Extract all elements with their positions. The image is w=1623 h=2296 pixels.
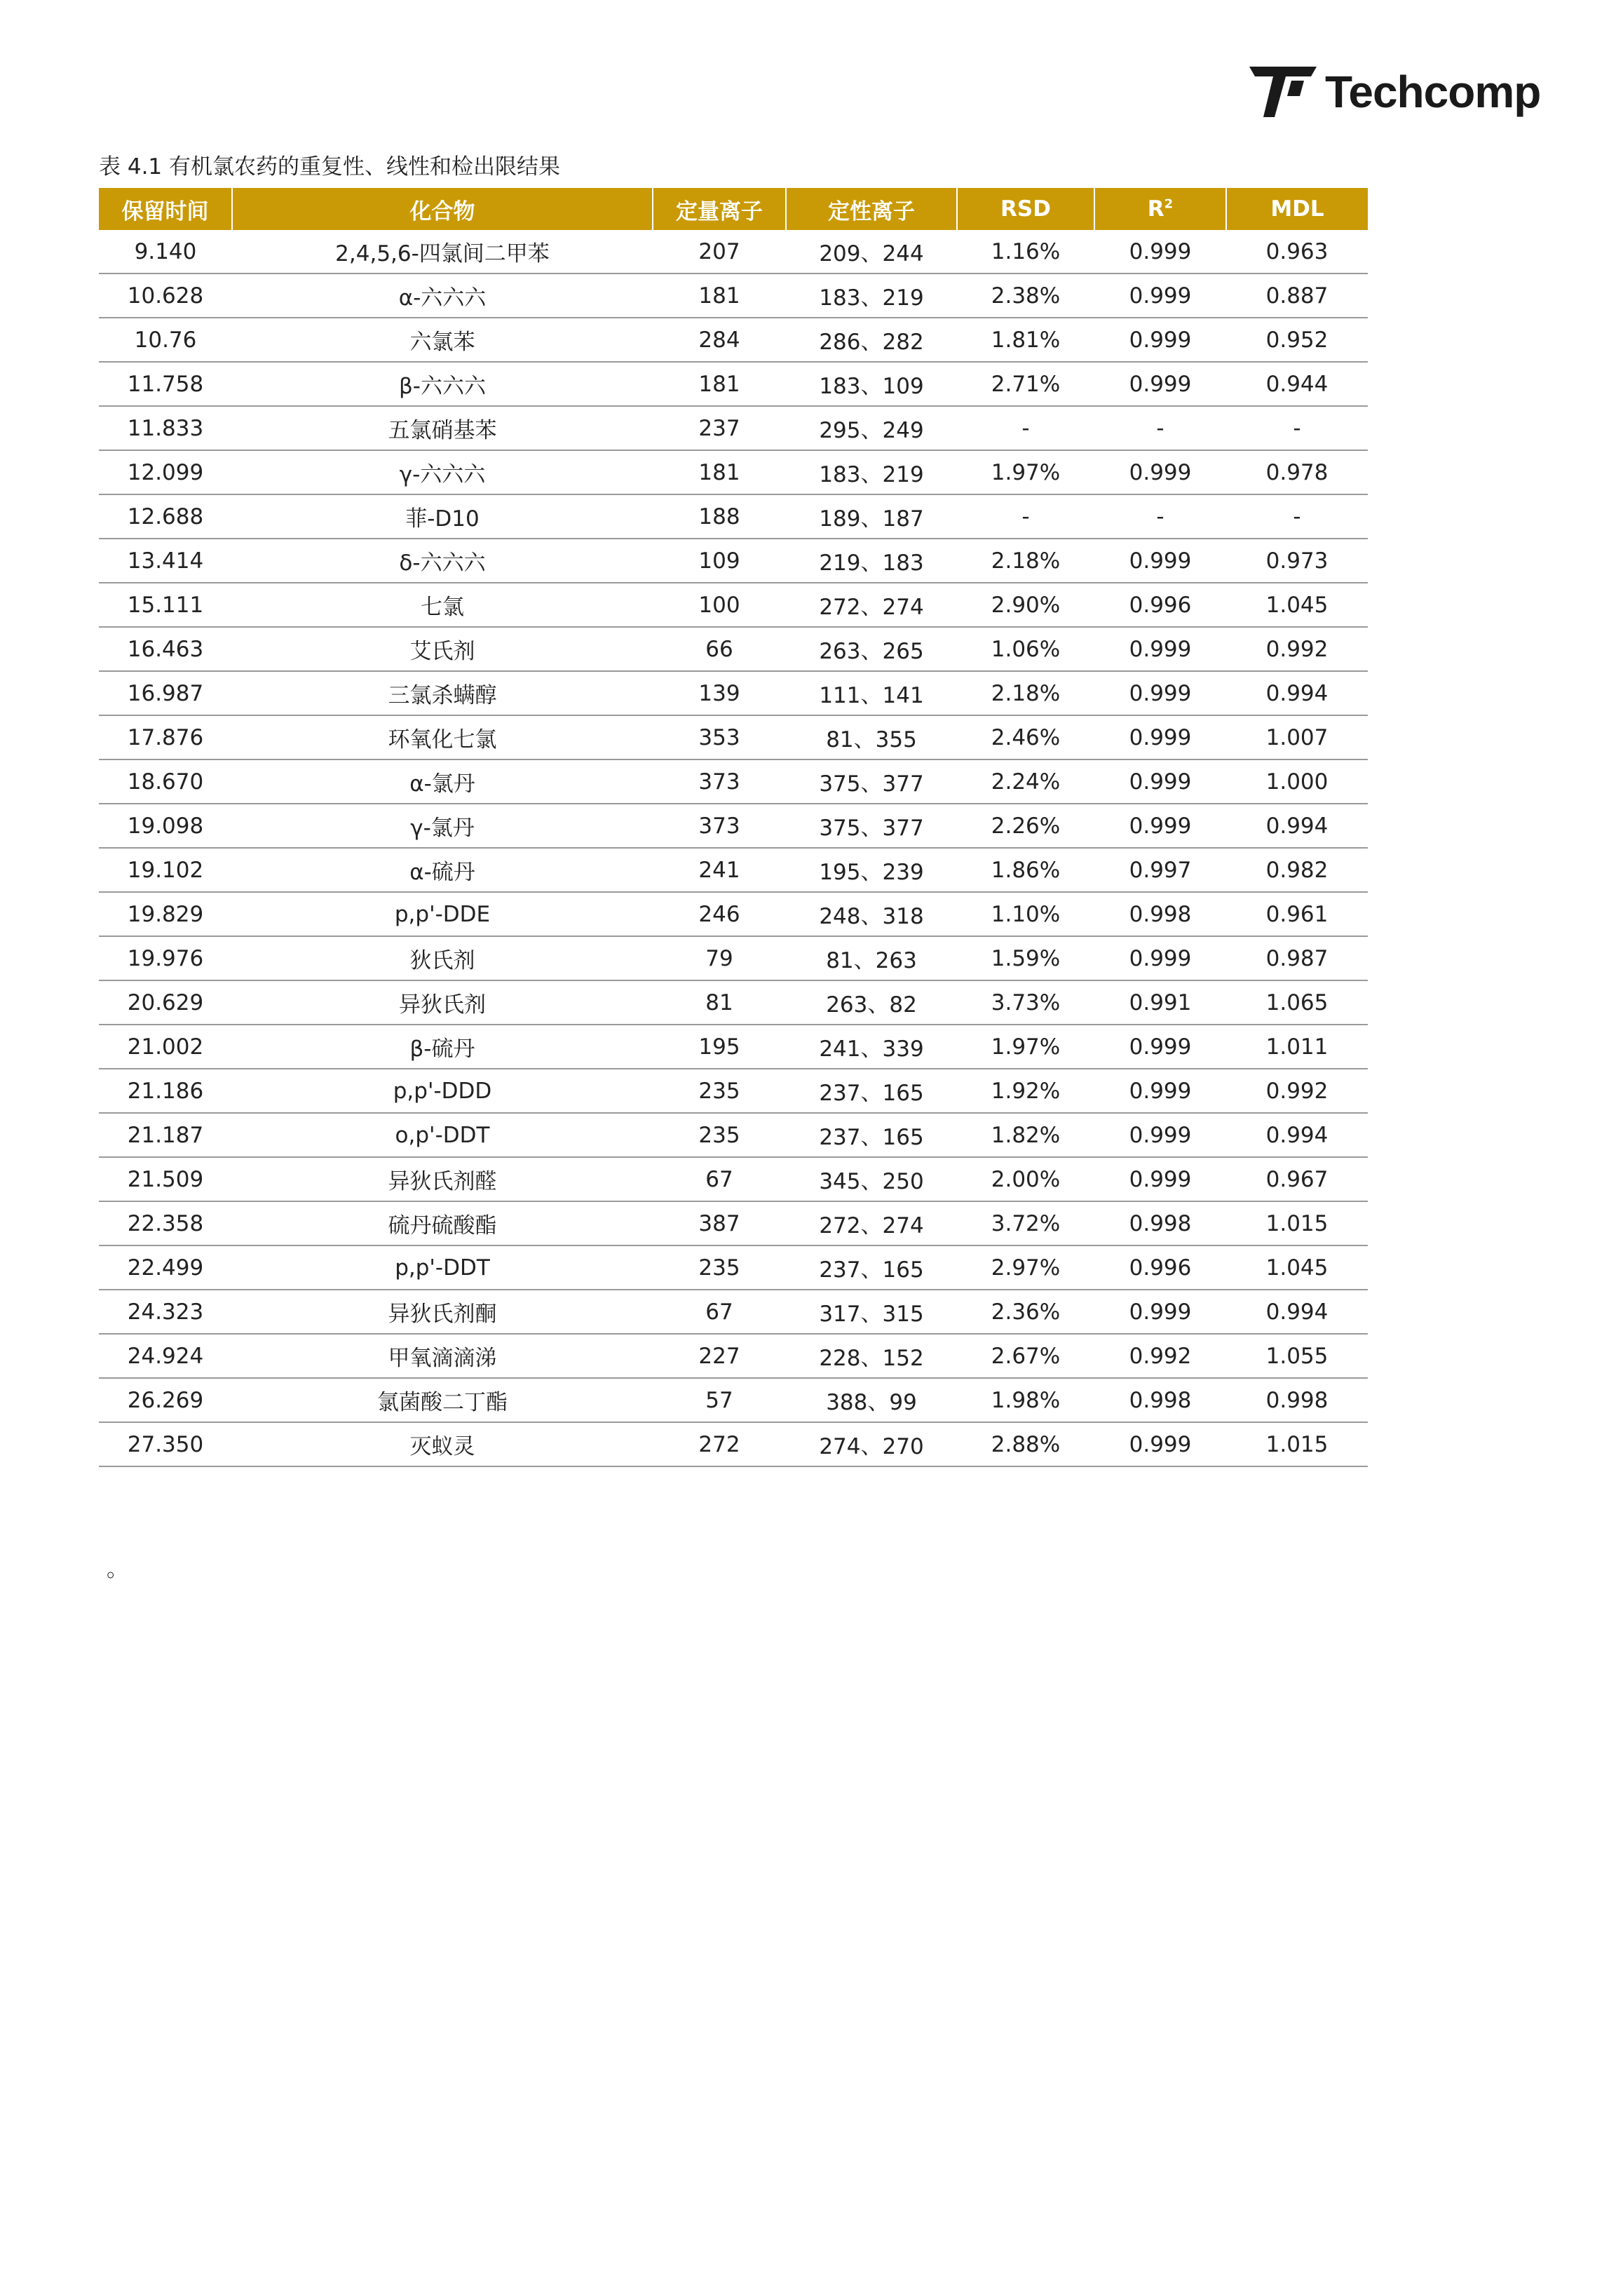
table-row — [99, 759, 1368, 804]
cell-compound: p,p'-DDD — [232, 1069, 653, 1113]
cell-quant-ion: 387 — [653, 1201, 786, 1245]
cell-quant-ion: 373 — [653, 759, 786, 804]
cell-retention-time: 19.829 — [99, 892, 232, 936]
cell-quant-ion: 235 — [653, 1113, 786, 1157]
cell-r2: 0.999 — [1094, 1113, 1226, 1157]
table-row — [99, 1334, 1368, 1378]
cell-rsd: 3.73% — [957, 980, 1094, 1025]
cell-quant-ion: 227 — [653, 1334, 786, 1378]
cell-mdl: 1.015 — [1226, 1422, 1368, 1466]
cell-r2: 0.999 — [1094, 1025, 1226, 1069]
cell-r2: 0.999 — [1094, 1422, 1226, 1466]
cell-qual-ion: 228、152 — [786, 1334, 957, 1378]
cell-rsd: 2.00% — [957, 1157, 1094, 1201]
table-row — [99, 1025, 1368, 1069]
cell-quant-ion: 181 — [653, 362, 786, 406]
cell-compound: 灭蚁灵 — [232, 1422, 653, 1466]
cell-qual-ion: 272、274 — [786, 1201, 957, 1245]
cell-rsd: 1.10% — [957, 892, 1094, 936]
table-row — [99, 230, 1368, 274]
cell-retention-time: 12.099 — [99, 450, 232, 494]
cell-mdl: 0.982 — [1226, 848, 1368, 892]
header-mdl: MDL — [1226, 188, 1368, 230]
cell-quant-ion: 235 — [653, 1069, 786, 1113]
cell-r2: 0.998 — [1094, 892, 1226, 936]
cell-compound: γ-氯丹 — [232, 804, 653, 848]
cell-rsd: 1.98% — [957, 1378, 1094, 1422]
cell-compound: β-硫丹 — [232, 1025, 653, 1069]
cell-qual-ion: 263、82 — [786, 980, 957, 1025]
header-retention-time: 保留时间 — [99, 188, 232, 230]
table-row — [99, 1378, 1368, 1422]
cell-qual-ion: 263、265 — [786, 627, 957, 671]
table-row — [99, 1422, 1368, 1466]
cell-compound: α-氯丹 — [232, 759, 653, 804]
cell-r2: 0.999 — [1094, 936, 1226, 980]
cell-compound: 五氯硝基苯 — [232, 406, 653, 450]
cell-retention-time: 20.629 — [99, 980, 232, 1025]
table-caption: 表 4.1 有机氯农药的重复性、线性和检出限结果 — [99, 154, 561, 180]
results-table — [99, 188, 1368, 1467]
cell-rsd: 1.59% — [957, 936, 1094, 980]
cell-quant-ion: 67 — [653, 1290, 786, 1334]
cell-mdl: 1.011 — [1226, 1025, 1368, 1069]
cell-qual-ion: 237、165 — [786, 1069, 957, 1113]
cell-qual-ion: 295、249 — [786, 406, 957, 450]
cell-r2: 0.999 — [1094, 1069, 1226, 1113]
cell-r2: 0.999 — [1094, 362, 1226, 406]
cell-rsd: 1.82% — [957, 1113, 1094, 1157]
header-compound: 化合物 — [232, 188, 653, 230]
cell-mdl: 1.055 — [1226, 1334, 1368, 1378]
cell-retention-time: 10.628 — [99, 274, 232, 318]
cell-compound: o,p'-DDT — [232, 1113, 653, 1157]
table-row — [99, 627, 1368, 671]
cell-quant-ion: 67 — [653, 1157, 786, 1201]
cell-retention-time: 21.509 — [99, 1157, 232, 1201]
cell-r2: 0.999 — [1094, 671, 1226, 715]
table-row — [99, 1113, 1368, 1157]
cell-qual-ion: 209、244 — [786, 230, 957, 274]
cell-retention-time: 21.002 — [99, 1025, 232, 1069]
table-row — [99, 936, 1368, 980]
cell-quant-ion: 100 — [653, 583, 786, 627]
cell-retention-time: 21.187 — [99, 1113, 232, 1157]
cell-retention-time: 10.76 — [99, 318, 232, 362]
cell-rsd: 2.46% — [957, 715, 1094, 759]
cell-compound: p,p'-DDE — [232, 892, 653, 936]
cell-mdl: - — [1226, 494, 1368, 539]
table-row — [99, 406, 1368, 450]
cell-rsd: - — [957, 406, 1094, 450]
cell-qual-ion: 241、339 — [786, 1025, 957, 1069]
cell-compound: β-六六六 — [232, 362, 653, 406]
cell-quant-ion: 195 — [653, 1025, 786, 1069]
cell-mdl: 0.992 — [1226, 1069, 1368, 1113]
cell-r2: 0.999 — [1094, 759, 1226, 804]
cell-quant-ion: 373 — [653, 804, 786, 848]
table-row — [99, 1157, 1368, 1201]
cell-mdl: 1.065 — [1226, 980, 1368, 1025]
cell-mdl: 0.961 — [1226, 892, 1368, 936]
cell-rsd: 2.97% — [957, 1245, 1094, 1290]
table-row — [99, 892, 1368, 936]
cell-compound: 七氯 — [232, 583, 653, 627]
cell-qual-ion: 345、250 — [786, 1157, 957, 1201]
cell-mdl: 0.887 — [1226, 274, 1368, 318]
cell-retention-time: 19.098 — [99, 804, 232, 848]
table-row — [99, 671, 1368, 715]
cell-mdl: 1.045 — [1226, 1245, 1368, 1290]
cell-retention-time: 21.186 — [99, 1069, 232, 1113]
cell-rsd: 1.97% — [957, 450, 1094, 494]
cell-qual-ion: 81、263 — [786, 936, 957, 980]
cell-rsd: 1.86% — [957, 848, 1094, 892]
cell-compound: 硫丹硫酸酯 — [232, 1201, 653, 1245]
cell-mdl: 1.045 — [1226, 583, 1368, 627]
cell-compound: 异狄氏剂酮 — [232, 1290, 653, 1334]
table-row — [99, 362, 1368, 406]
cell-mdl: 0.963 — [1226, 230, 1368, 274]
cell-qual-ion: 272、274 — [786, 583, 957, 627]
cell-mdl: 1.007 — [1226, 715, 1368, 759]
cell-retention-time: 15.111 — [99, 583, 232, 627]
cell-retention-time: 12.688 — [99, 494, 232, 539]
cell-mdl: 0.994 — [1226, 1113, 1368, 1157]
cell-retention-time: 22.358 — [99, 1201, 232, 1245]
cell-quant-ion: 235 — [653, 1245, 786, 1290]
cell-qual-ion: 111、141 — [786, 671, 957, 715]
cell-compound: α-硫丹 — [232, 848, 653, 892]
cell-rsd: 2.71% — [957, 362, 1094, 406]
cell-rsd: 3.72% — [957, 1201, 1094, 1245]
cell-qual-ion: 274、270 — [786, 1422, 957, 1466]
table-header-row — [99, 188, 1368, 230]
cell-compound: 菲-D10 — [232, 494, 653, 539]
cell-compound: 狄氏剂 — [232, 936, 653, 980]
cell-r2: 0.999 — [1094, 627, 1226, 671]
cell-r2: 0.999 — [1094, 1157, 1226, 1201]
cell-rsd: 1.92% — [957, 1069, 1094, 1113]
table-row — [99, 494, 1368, 539]
cell-qual-ion: 237、165 — [786, 1113, 957, 1157]
cell-r2: 0.998 — [1094, 1201, 1226, 1245]
cell-qual-ion: 189、187 — [786, 494, 957, 539]
table-row — [99, 274, 1368, 318]
cell-retention-time: 26.269 — [99, 1378, 232, 1422]
cell-quant-ion: 284 — [653, 318, 786, 362]
cell-mdl: 1.000 — [1226, 759, 1368, 804]
cell-quant-ion: 79 — [653, 936, 786, 980]
cell-mdl: 0.978 — [1226, 450, 1368, 494]
header-rsd: RSD — [957, 188, 1094, 230]
cell-quant-ion: 57 — [653, 1378, 786, 1422]
cell-compound: 艾氏剂 — [232, 627, 653, 671]
cell-r2: 0.999 — [1094, 715, 1226, 759]
cell-compound: 异狄氏剂 — [232, 980, 653, 1025]
cell-quant-ion: 353 — [653, 715, 786, 759]
cell-retention-time: 16.463 — [99, 627, 232, 671]
cell-r2: 0.999 — [1094, 450, 1226, 494]
note-text: 。 — [107, 1557, 128, 1582]
cell-mdl: 0.944 — [1226, 362, 1368, 406]
cell-r2: - — [1094, 494, 1226, 539]
cell-mdl: 0.987 — [1226, 936, 1368, 980]
cell-r2: 0.996 — [1094, 1245, 1226, 1290]
cell-r2: 0.998 — [1094, 1378, 1226, 1422]
table-row — [99, 1201, 1368, 1245]
cell-qual-ion: 183、219 — [786, 274, 957, 318]
cell-qual-ion: 219、183 — [786, 539, 957, 583]
cell-r2: 0.999 — [1094, 1290, 1226, 1334]
cell-retention-time: 19.976 — [99, 936, 232, 980]
cell-qual-ion: 317、315 — [786, 1290, 957, 1334]
cell-qual-ion: 248、318 — [786, 892, 957, 936]
cell-compound: α-六六六 — [232, 274, 653, 318]
table-row — [99, 715, 1368, 759]
header-quant-ion: 定量离子 — [653, 188, 786, 230]
header-r2-base: R — [1147, 196, 1164, 222]
cell-mdl: 0.994 — [1226, 671, 1368, 715]
cell-retention-time: 27.350 — [99, 1422, 232, 1466]
cell-r2: 0.999 — [1094, 274, 1226, 318]
cell-rsd: 2.26% — [957, 804, 1094, 848]
table-body — [99, 230, 1368, 1466]
cell-rsd: 2.18% — [957, 539, 1094, 583]
cell-rsd: 2.24% — [957, 759, 1094, 804]
cell-r2: 0.992 — [1094, 1334, 1226, 1378]
cell-compound: δ-六六六 — [232, 539, 653, 583]
cell-mdl: 0.952 — [1226, 318, 1368, 362]
cell-mdl: 0.992 — [1226, 627, 1368, 671]
cell-compound: 氯菌酸二丁酯 — [232, 1378, 653, 1422]
brand-name: Techcomp — [1325, 67, 1541, 117]
cell-rsd: 1.16% — [957, 230, 1094, 274]
table-row — [99, 1290, 1368, 1334]
table-row — [99, 1069, 1368, 1113]
techcomp-logo — [1249, 60, 1540, 123]
cell-rsd: 2.18% — [957, 671, 1094, 715]
cell-qual-ion: 375、377 — [786, 804, 957, 848]
cell-rsd: 2.90% — [957, 583, 1094, 627]
cell-rsd: - — [957, 494, 1094, 539]
cell-qual-ion: 183、219 — [786, 450, 957, 494]
cell-quant-ion: 272 — [653, 1422, 786, 1466]
table-row — [99, 450, 1368, 494]
header-qual-ion: 定性离子 — [786, 188, 957, 230]
cell-r2: 0.999 — [1094, 318, 1226, 362]
cell-rsd: 1.81% — [957, 318, 1094, 362]
cell-qual-ion: 286、282 — [786, 318, 957, 362]
header-r2-superscript: 2 — [1164, 196, 1174, 212]
cell-mdl: 0.998 — [1226, 1378, 1368, 1422]
cell-qual-ion: 81、355 — [786, 715, 957, 759]
cell-quant-ion: 188 — [653, 494, 786, 539]
cell-compound: 三氯杀螨醇 — [232, 671, 653, 715]
cell-rsd: 1.97% — [957, 1025, 1094, 1069]
cell-qual-ion: 195、239 — [786, 848, 957, 892]
cell-quant-ion: 81 — [653, 980, 786, 1025]
cell-mdl: 1.015 — [1226, 1201, 1368, 1245]
cell-r2: 0.999 — [1094, 539, 1226, 583]
cell-quant-ion: 246 — [653, 892, 786, 936]
cell-mdl: 0.994 — [1226, 804, 1368, 848]
cell-retention-time: 17.876 — [99, 715, 232, 759]
cell-quant-ion: 241 — [653, 848, 786, 892]
cell-retention-time: 19.102 — [99, 848, 232, 892]
cell-quant-ion: 207 — [653, 230, 786, 274]
table-row — [99, 980, 1368, 1025]
cell-r2: 0.997 — [1094, 848, 1226, 892]
cell-r2: - — [1094, 406, 1226, 450]
cell-qual-ion: 183、109 — [786, 362, 957, 406]
cell-r2: 0.991 — [1094, 980, 1226, 1025]
cell-quant-ion: 237 — [653, 406, 786, 450]
techcomp-logo-icon — [1249, 67, 1319, 117]
cell-qual-ion: 388、99 — [786, 1378, 957, 1422]
table-row — [99, 583, 1368, 627]
cell-quant-ion: 109 — [653, 539, 786, 583]
cell-rsd: 1.06% — [957, 627, 1094, 671]
cell-retention-time: 11.758 — [99, 362, 232, 406]
table-row — [99, 318, 1368, 362]
cell-compound: γ-六六六 — [232, 450, 653, 494]
cell-r2: 0.999 — [1094, 804, 1226, 848]
cell-quant-ion: 181 — [653, 450, 786, 494]
cell-compound: 2,4,5,6-四氯间二甲苯 — [232, 230, 653, 274]
cell-retention-time: 11.833 — [99, 406, 232, 450]
cell-rsd: 2.67% — [957, 1334, 1094, 1378]
header-r2 — [1094, 188, 1226, 230]
cell-compound: 甲氧滴滴涕 — [232, 1334, 653, 1378]
cell-rsd: 2.38% — [957, 274, 1094, 318]
table-row — [99, 848, 1368, 892]
table-row — [99, 804, 1368, 848]
cell-mdl: 0.973 — [1226, 539, 1368, 583]
cell-retention-time: 24.323 — [99, 1290, 232, 1334]
cell-retention-time: 13.414 — [99, 539, 232, 583]
cell-retention-time: 22.499 — [99, 1245, 232, 1290]
cell-retention-time: 16.987 — [99, 671, 232, 715]
cell-retention-time: 24.924 — [99, 1334, 232, 1378]
cell-mdl: - — [1226, 406, 1368, 450]
cell-r2: 0.996 — [1094, 583, 1226, 627]
cell-quant-ion: 66 — [653, 627, 786, 671]
cell-qual-ion: 375、377 — [786, 759, 957, 804]
cell-rsd: 2.88% — [957, 1422, 1094, 1466]
cell-compound: 六氯苯 — [232, 318, 653, 362]
cell-qual-ion: 237、165 — [786, 1245, 957, 1290]
cell-retention-time: 9.140 — [99, 230, 232, 274]
cell-retention-time: 18.670 — [99, 759, 232, 804]
cell-r2: 0.999 — [1094, 230, 1226, 274]
table-row — [99, 539, 1368, 583]
table-row — [99, 1245, 1368, 1290]
cell-compound: 环氧化七氯 — [232, 715, 653, 759]
cell-mdl: 0.967 — [1226, 1157, 1368, 1201]
cell-quant-ion: 139 — [653, 671, 786, 715]
cell-quant-ion: 181 — [653, 274, 786, 318]
cell-rsd: 2.36% — [957, 1290, 1094, 1334]
cell-mdl: 0.994 — [1226, 1290, 1368, 1334]
cell-compound: 异狄氏剂醛 — [232, 1157, 653, 1201]
cell-compound: p,p'-DDT — [232, 1245, 653, 1290]
